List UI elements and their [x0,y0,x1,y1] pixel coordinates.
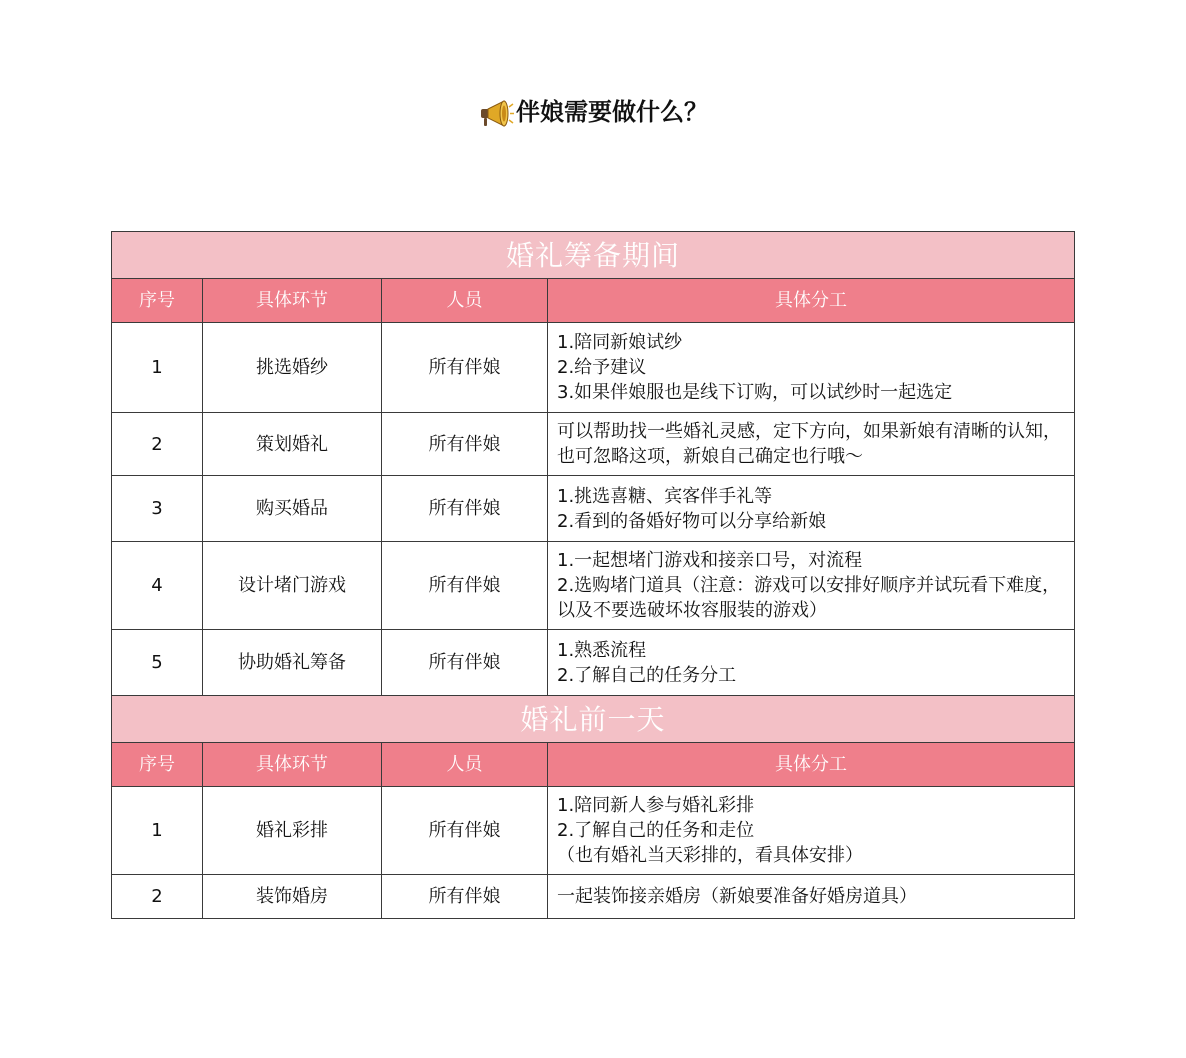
row-people: 所有伴娘 [382,787,548,875]
header-tasks: 具体分工 [548,743,1075,787]
task-line: （也有婚礼当天彩排的，看具体安排） [557,845,863,866]
table-row [112,787,1075,875]
task-line: 2.了解自己的任务分工 [557,664,737,686]
task-line: 2.选购堵门道具（注意：游戏可以安排好顺序并试玩看下难度，以及不要选破坏妆容服装的游戏） [557,575,1061,621]
section-title-row [112,696,1075,743]
task-line: 1.陪同新人参与婚礼彩排 [557,795,755,816]
column-header-row [112,743,1075,787]
row-tasks [548,476,1075,542]
page-title [0,92,1186,132]
row-tasks [548,323,1075,413]
row-step: 设计堵门游戏 [203,542,382,630]
table-row [112,875,1075,919]
row-people: 所有伴娘 [382,413,548,476]
page-title-text: 伴娘需要做什么？ [516,98,708,126]
row-number: 4 [112,542,203,630]
task-line: 2.给予建议 [557,357,647,378]
table-row [112,630,1075,696]
row-step: 购买婚品 [203,476,382,542]
row-people: 所有伴娘 [382,323,548,413]
header-people: 人员 [382,743,548,787]
row-people: 所有伴娘 [382,476,548,542]
table-body [112,232,1075,919]
row-number: 5 [112,630,203,696]
header-tasks: 具体分工 [548,279,1075,323]
row-step: 协助婚礼筹备 [203,630,382,696]
task-line: 1.陪同新娘试纱 [557,332,683,353]
row-tasks [548,630,1075,696]
row-number: 1 [112,787,203,875]
table-row [112,323,1075,413]
row-step: 挑选婚纱 [203,323,382,413]
task-line: 1.熟悉流程 [557,639,647,661]
header-no: 序号 [112,743,203,787]
row-tasks [548,413,1075,476]
row-number: 2 [112,413,203,476]
header-step: 具体环节 [203,279,382,323]
row-tasks [548,875,1075,919]
column-header-row [112,279,1075,323]
task-line: 一起装饰接亲婚房（新娘要准备好婚房道具） [557,886,917,907]
row-people: 所有伴娘 [382,542,548,630]
task-line: 3.如果伴娘服也是线下订购，可以试纱时一起选定 [557,382,953,403]
row-number: 1 [112,323,203,413]
row-tasks [548,787,1075,875]
task-line: 2.看到的备婚好物可以分享给新娘 [557,510,827,532]
row-people: 所有伴娘 [382,875,548,919]
row-tasks [548,542,1075,630]
section-title: 婚礼筹备期间 [112,232,1075,279]
table-row [112,542,1075,630]
megaphone-icon [478,97,514,129]
header-step: 具体环节 [203,743,382,787]
header-no: 序号 [112,279,203,323]
row-number: 2 [112,875,203,919]
row-step: 装饰婚房 [203,875,382,919]
task-line: 1.一起想堵门游戏和接亲口号，对流程 [557,550,863,571]
task-line: 2.了解自己的任务和走位 [557,820,755,841]
table-row [112,413,1075,476]
header-people: 人员 [382,279,548,323]
task-line: 可以帮助找一些婚礼灵感，定下方向，如果新娘有清晰的认知，也可忽略这项，新娘自己确定也行哦～ [557,421,1061,467]
schedule-table [111,231,1075,919]
task-line: 1.挑选喜糖、宾客伴手礼等 [557,485,773,507]
section-title: 婚礼前一天 [112,696,1075,743]
row-step: 策划婚礼 [203,413,382,476]
table-row [112,476,1075,542]
section-title-row [112,232,1075,279]
row-step: 婚礼彩排 [203,787,382,875]
row-people: 所有伴娘 [382,630,548,696]
row-number: 3 [112,476,203,542]
